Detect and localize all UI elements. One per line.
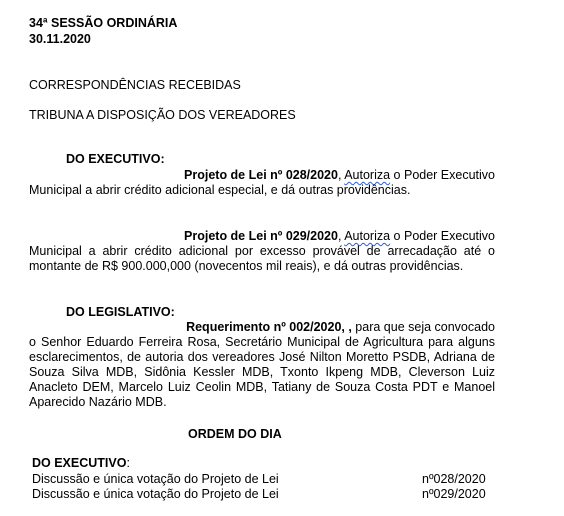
bill-029-title: Projeto de Lei nº 029/2020 — [184, 229, 338, 243]
bill-029-text: Municipal a abrir crédito adicional por excesso provável de arrecadação até o montante de R$ 900.000,000 (novecentos mil reais), e dá outras providências. — [29, 244, 495, 273]
session-title: 34ª SESSÃO ORDINÁRIA — [29, 16, 178, 30]
bill-028-text: Municipal a abrir crédito adicional especial, e dá outras providências. — [29, 183, 411, 197]
list-item — [32, 472, 502, 487]
requirement-title: Requerimento nº 002/2020, , — [186, 320, 352, 334]
spellcheck-word[interactable]: Autoriza — [344, 168, 391, 182]
agenda-item-text: Discussão e única votação do Projeto de Lei — [32, 472, 279, 486]
requirement-paragraph — [29, 320, 495, 410]
agenda-item-number: nº028/2020 — [422, 472, 486, 486]
requirement-line1: Requerimento nº 002/2020, , para que seja convocado — [186, 320, 495, 334]
bill-028-line1: Projeto de Lei nº 028/2020, Autoriza o Poder Executivo — [184, 168, 495, 182]
bill-028-paragraph — [29, 168, 495, 198]
legislative-heading: DO LEGISLATIVO: — [66, 305, 175, 319]
correspondence-heading: CORRESPONDÊNCIAS RECEBIDAS — [29, 78, 241, 92]
session-date: 30.11.2020 — [29, 32, 91, 46]
agenda-executive-heading: DO EXECUTIVO: — [32, 456, 130, 470]
agenda-item-number: nº029/2020 — [422, 487, 486, 501]
bill-028-title: Projeto de Lei nº 028/2020 — [184, 168, 338, 182]
agenda-list — [32, 472, 502, 502]
bill-029-line1: Projeto de Lei nº 029/2020, Autoriza o Poder Executivo — [184, 229, 495, 243]
agenda-title: ORDEM DO DIA — [188, 427, 282, 441]
requirement-text: o Senhor Eduardo Ferreira Rosa, Secretário Municipal de Agricultura para alguns esclarecimentos, de autoria dos vereadores José Nilton Moretto PSDB, Adriana de Souza Silva MDB, Sidônia Kessler MDB, Txonto Ikpeng MDB, Cleverson Luiz Anacleto DEM, Marcelo Luiz Ceolin MDB, Tatiany de Souza Costa PDT e Manoel Aparecido Nazário MDB. — [29, 335, 495, 409]
spellcheck-word[interactable]: Autoriza — [344, 229, 391, 243]
agenda-item-text: Discussão e única votação do Projeto de Lei — [32, 487, 279, 501]
executive-heading: DO EXECUTIVO: — [66, 152, 165, 166]
tribune-heading: TRIBUNA A DISPOSIÇÃO DOS VEREADORES — [29, 108, 296, 122]
list-item — [32, 487, 502, 502]
bill-029-paragraph — [29, 229, 495, 274]
